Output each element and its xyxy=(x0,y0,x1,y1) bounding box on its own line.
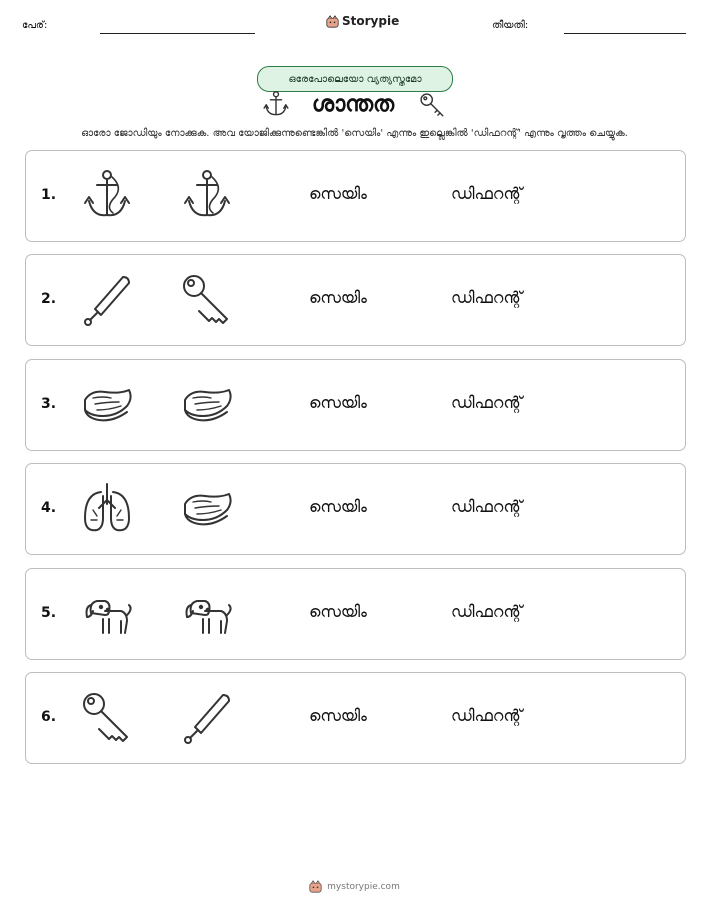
lungs-icon xyxy=(79,480,135,536)
name-line xyxy=(100,33,255,34)
date-label: തീയതി: xyxy=(492,20,529,31)
anchor-icon xyxy=(79,167,135,223)
question-row xyxy=(25,359,686,451)
question-row xyxy=(25,254,686,346)
option-same[interactable]: സെയിം xyxy=(309,184,367,203)
storypie-logo-icon xyxy=(309,880,322,893)
question-row xyxy=(25,568,686,660)
option-different[interactable]: ഡിഫറന്റ് xyxy=(451,706,523,725)
baseball-bat-icon xyxy=(79,271,135,327)
option-same[interactable]: സെയിം xyxy=(309,288,367,308)
question-number: 2. xyxy=(41,291,57,308)
brand-name: Storypie xyxy=(342,14,400,28)
title-block xyxy=(258,92,450,124)
date-line xyxy=(564,33,686,34)
question-number: 3. xyxy=(41,395,57,412)
puppy-icon xyxy=(179,585,235,641)
blanket-icon xyxy=(179,480,235,536)
instructions: ഓരോ ജോഡിയും നോക്കുക. അവ യോജിക്കുന്നുണ്ടെങ്കിൽ 'സെയിം' എന്നും ഇല്ലെങ്കിൽ 'ഡിഫറന്റ്' എന്നും വൃത്തം ചെയ്യുക. xyxy=(81,128,628,139)
blanket-icon xyxy=(179,376,235,432)
worksheet-header xyxy=(0,0,709,40)
option-same[interactable]: സെയിം xyxy=(309,601,367,621)
storypie-logo-icon xyxy=(326,15,339,28)
page-title: ശാന്തത xyxy=(311,92,395,117)
baseball-bat-icon xyxy=(179,689,235,745)
key-icon xyxy=(416,92,450,120)
question-number: 5. xyxy=(41,604,57,621)
footer-url: mystorypie.com xyxy=(327,881,400,892)
badge-label: ഒരേപോലെയോ വ്യത്യസ്തമോ xyxy=(288,73,422,85)
option-different[interactable]: ഡിഫറന്റ് xyxy=(451,497,523,517)
anchor-icon xyxy=(262,88,290,120)
question-number: 1. xyxy=(41,187,57,203)
question-number: 6. xyxy=(41,709,57,725)
anchor-icon xyxy=(179,167,235,223)
name-label: പേര്: xyxy=(22,20,48,31)
option-different[interactable]: ഡിഫറന്റ് xyxy=(451,288,523,308)
question-row xyxy=(25,672,686,764)
option-different[interactable]: ഡിഫറന്റ് xyxy=(451,184,523,203)
footer xyxy=(0,880,709,893)
option-same[interactable]: സെയിം xyxy=(309,497,367,517)
option-same[interactable]: സെയിം xyxy=(309,706,367,725)
option-different[interactable]: ഡിഫറന്റ് xyxy=(451,392,523,412)
key-icon xyxy=(179,271,235,327)
question-row xyxy=(25,463,686,555)
question-row xyxy=(25,150,686,242)
blanket-icon xyxy=(79,376,135,432)
question-number: 4. xyxy=(41,500,57,517)
brand xyxy=(326,14,399,28)
key-icon xyxy=(79,689,135,745)
option-same[interactable]: സെയിം xyxy=(309,392,367,412)
option-different[interactable]: ഡിഫറന്റ് xyxy=(451,601,523,621)
puppy-icon xyxy=(79,585,135,641)
